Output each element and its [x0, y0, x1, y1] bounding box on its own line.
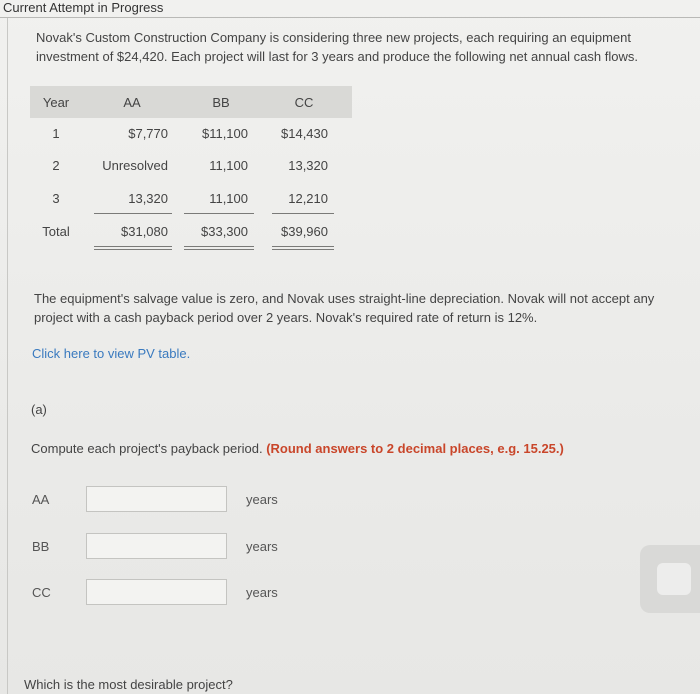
- total-double-rule-bb: [184, 249, 254, 250]
- row-2-cc: 13,320: [288, 158, 328, 173]
- answer-label-aa: AA: [32, 492, 50, 507]
- row-1-year: 1: [52, 126, 60, 141]
- row-2-aa: Unresolved: [102, 158, 168, 173]
- total-rule-cc: [272, 246, 334, 247]
- total-aa: $31,080: [121, 224, 168, 239]
- col-header-bb: BB: [212, 95, 230, 110]
- row-1-aa: $7,770: [128, 126, 168, 141]
- payback-input-cc[interactable]: [86, 579, 227, 605]
- row-1-cc: $14,430: [281, 126, 328, 141]
- assistive-touch-icon: [657, 563, 691, 595]
- total-rule-aa: [94, 246, 172, 247]
- row-2-year: 2: [52, 158, 60, 173]
- row-3-aa: 13,320: [128, 191, 168, 206]
- row-1-bb: $11,100: [201, 126, 248, 141]
- row-3-cc: 12,210: [288, 191, 328, 206]
- total-rule-bb: [184, 246, 254, 247]
- answer-label-cc: CC: [32, 585, 51, 600]
- attempt-status: Current Attempt in Progress: [3, 0, 164, 15]
- answer-label-bb: BB: [32, 539, 50, 554]
- col-header-year: Year: [42, 95, 70, 110]
- col-header-cc: CC: [294, 95, 314, 110]
- total-double-rule-aa: [94, 249, 172, 250]
- instruction-text: Compute each project's payback period.: [31, 441, 263, 456]
- payback-input-aa[interactable]: [86, 486, 227, 512]
- total-label: Total: [42, 224, 70, 239]
- attempt-header: [0, 0, 700, 18]
- total-double-rule-cc: [272, 249, 334, 250]
- content-border: [7, 18, 8, 694]
- unit-label-cc: years: [246, 585, 278, 600]
- unit-label-bb: years: [246, 539, 278, 554]
- pv-table-link[interactable]: Click here to view PV table.: [32, 346, 191, 361]
- unit-label-aa: years: [246, 492, 278, 507]
- problem-statement: Novak's Custom Construction Company is considering three new projects, each requiring an equipment investment of $24,420. Each project will last for 3 years and produce the following net annual cash flows.: [36, 30, 638, 64]
- row-3-year: 3: [52, 191, 60, 206]
- subtotal-rule-cc: [272, 213, 334, 214]
- rounding-hint: (Round answers to 2 decimal places, e.g. 15.25.): [266, 441, 564, 456]
- total-bb: $33,300: [201, 224, 248, 239]
- payback-input-bb[interactable]: [86, 533, 227, 559]
- part-label: (a): [31, 402, 47, 417]
- col-header-aa: AA: [123, 95, 141, 110]
- followup-question: Which is the most desirable project?: [24, 677, 233, 692]
- assistive-touch-button[interactable]: [640, 545, 700, 613]
- row-2-bb: 11,100: [209, 158, 248, 173]
- subtotal-rule-bb: [184, 213, 254, 214]
- salvage-note: The equipment's salvage value is zero, and Novak uses straight-line depreciation. Novak will not accept any project with a cash payback period over 2 years. Novak's required rate of return is 12%.: [34, 291, 655, 325]
- total-cc: $39,960: [281, 224, 328, 239]
- row-3-bb: 11,100: [209, 191, 248, 206]
- part-a-instruction: [31, 441, 564, 456]
- header-divider: [0, 17, 700, 18]
- subtotal-rule-aa: [94, 213, 172, 214]
